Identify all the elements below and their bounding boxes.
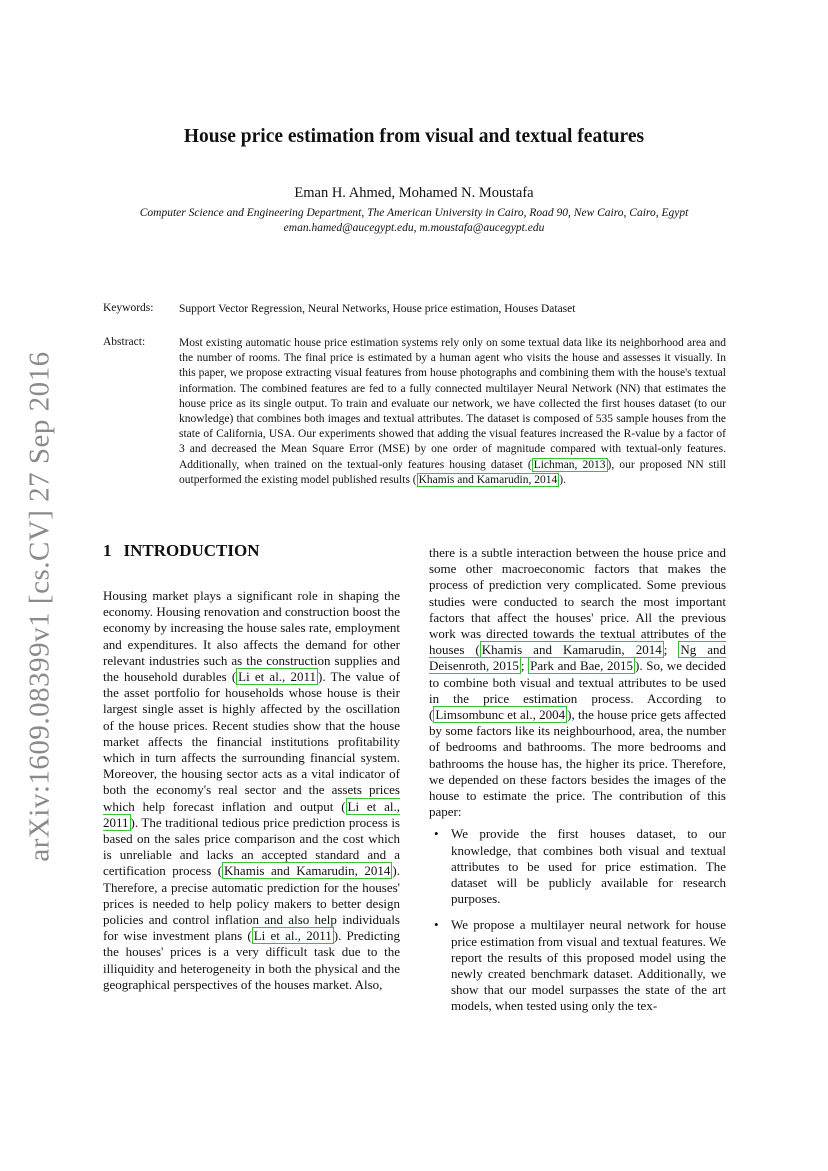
arxiv-side-stamp bbox=[15, 350, 65, 862]
arxiv-identifier: arXiv:1609.08399v1 [cs.CV] 27 Sep 2016 bbox=[23, 350, 56, 862]
section-title: INTRODUCTION bbox=[123, 541, 260, 560]
body-text: ). Therefore, a precise automatic prediction for the houses' prices is needed to help policy makers to better design policies and control inflation and also help individuals for wise investment plans ( bbox=[103, 863, 400, 944]
bullet-marker: • bbox=[434, 826, 439, 842]
body-text: ). Predicting the houses' prices is a very difficult task due to the illiquidity and heterogeneity in both the physical and the geographical perspectives of the houses market. Also, bbox=[103, 928, 400, 992]
citation-link[interactable]: Khamis and Kamarudin, 2014 bbox=[418, 473, 558, 486]
body-text: ). The value of the asset portfolio for households whose house is their largest single asset is highly affected by the oscillation of the house prices. Recent studies show that the house market affects the financial institutions profitability which in turn affects the surrounding financial system. Moreover, the housing sector acts as a vital indicator of both the economy's real sector and the assets prices which help forecast inflation and output ( bbox=[103, 669, 400, 814]
affiliation-block bbox=[60, 206, 768, 236]
body-text: Housing market plays a significant role in shaping the economy. Housing renovation and construction boost the economy by increasing the house sales rate, employment and expenditures. It also affects the demand for other relevant industries such as the construction supplies and the household durables ( bbox=[103, 588, 400, 685]
contribution-text: We propose a multilayer neural network for house price estimation from visual and textual features. We report the results of this proposed model using the newly created benchmark dataset. Additionally, we show that our model surpasses the state of the art models, when tested using only the tex- bbox=[451, 917, 726, 1014]
left-column bbox=[103, 540, 400, 993]
citation-link[interactable]: Limsombunc et al., 2004 bbox=[435, 707, 566, 723]
citation-link[interactable]: Park and Bae, 2015 bbox=[530, 658, 634, 674]
contribution-item bbox=[429, 917, 726, 1014]
intro-paragraph bbox=[103, 588, 400, 993]
body-text: ; bbox=[520, 658, 529, 674]
citation-link[interactable]: Lichman, 2013 bbox=[533, 458, 606, 471]
body-text: ; bbox=[663, 642, 679, 658]
bullet-marker: • bbox=[434, 917, 439, 933]
citation-link[interactable]: Ng and Deisenroth, 2015 bbox=[429, 642, 726, 674]
section-number: 1 bbox=[103, 541, 112, 560]
abstract-text-part: Most existing automatic house price estimation systems rely only on some textual data like its neighborhood area and the number of rooms. The final price is estimated by a human agent who visits the house and assesses it visually. In this paper, we propose extracting visual features from house photographs and combining them with the house's textual information. The combined features are fed to a fully connected multilayer Neural Network (NN) that estimates the house price as its single output. To train and evaluate our network, we have collected the first houses dataset (to our knowledge) that combines both images and textual attributes. The dataset is composed of 535 sample houses from the state of California, USA. Our experiments showed that adding the visual features increased the R-value by a factor of 3 and decreased the Mean Square Error (MSE) by one order of magnitude compared with textual-only features. Additionally, when trained on the textual-only features housing dataset ( bbox=[179, 337, 726, 471]
contribution-item bbox=[429, 826, 726, 907]
citation-link[interactable]: Khamis and Kamarudin, 2014 bbox=[481, 642, 662, 658]
keywords-label: Keywords: bbox=[103, 302, 154, 314]
author-list: Eman H. Ahmed, Mohamed N. Moustafa bbox=[294, 185, 534, 201]
citation-link[interactable]: Li et al., 2011 bbox=[103, 798, 400, 830]
section-heading bbox=[103, 540, 400, 562]
body-text: there is a subtle interaction between the house price and some other macroeconomic factors that makes the process of prediction very complicated. Some previous studies were conducted to search the most important factors that affect the houses' price. All the previous work was directed towards the textual attributes of the houses ( bbox=[429, 545, 726, 658]
contribution-list bbox=[429, 826, 726, 1014]
abstract-text bbox=[179, 336, 726, 488]
body-text: ), the house price gets affected by some factors like its neighbourhood, area, the number of bedrooms and bathrooms. The more bedrooms and bathrooms the house has, the higher its price. Therefore, we depended on these factors besides the images of the house to estimate the price. The contribution of this paper: bbox=[429, 707, 727, 820]
abstract-text-part: ), our proposed NN still outperformed the existing model published results ( bbox=[179, 458, 727, 486]
citation-link[interactable]: Li et al., 2011 bbox=[238, 669, 316, 685]
body-text: ). The traditional tedious price prediction process is based on the sales price comparison and the cost which is unreliable and lacks an accepted standard and a certification process ( bbox=[103, 814, 400, 879]
citation-link[interactable]: Li et al., 2011 bbox=[253, 928, 332, 944]
paper-title: House price estimation from visual and textual features bbox=[183, 126, 645, 147]
intro-paragraph-continued bbox=[429, 545, 726, 820]
abstract-label: Abstract: bbox=[103, 336, 146, 348]
abstract-text-part: ). bbox=[559, 473, 566, 486]
affiliation: Computer Science and Engineering Department, The American University in Cairo, Road 90, New Cairo, Cairo, Egypt bbox=[139, 207, 689, 219]
right-column bbox=[429, 545, 726, 1025]
citation-link[interactable]: Khamis and Kamarudin, 2014 bbox=[224, 863, 391, 879]
body-text: ). So, we decided to combine both visual and textual attributes to be used in the price estimation process. According to ( bbox=[429, 658, 726, 723]
contribution-text: We provide the first houses dataset, to our knowledge, that combines both visual and textual attributes to be used for price estimation. The dataset will be publicly available for research purposes. bbox=[451, 826, 726, 907]
author-emails: eman.hamed@aucegypt.edu, m.moustafa@aucegypt.edu bbox=[283, 222, 545, 234]
keywords-text: Support Vector Regression, Neural Networks, House price estimation, Houses Dataset bbox=[179, 303, 576, 315]
